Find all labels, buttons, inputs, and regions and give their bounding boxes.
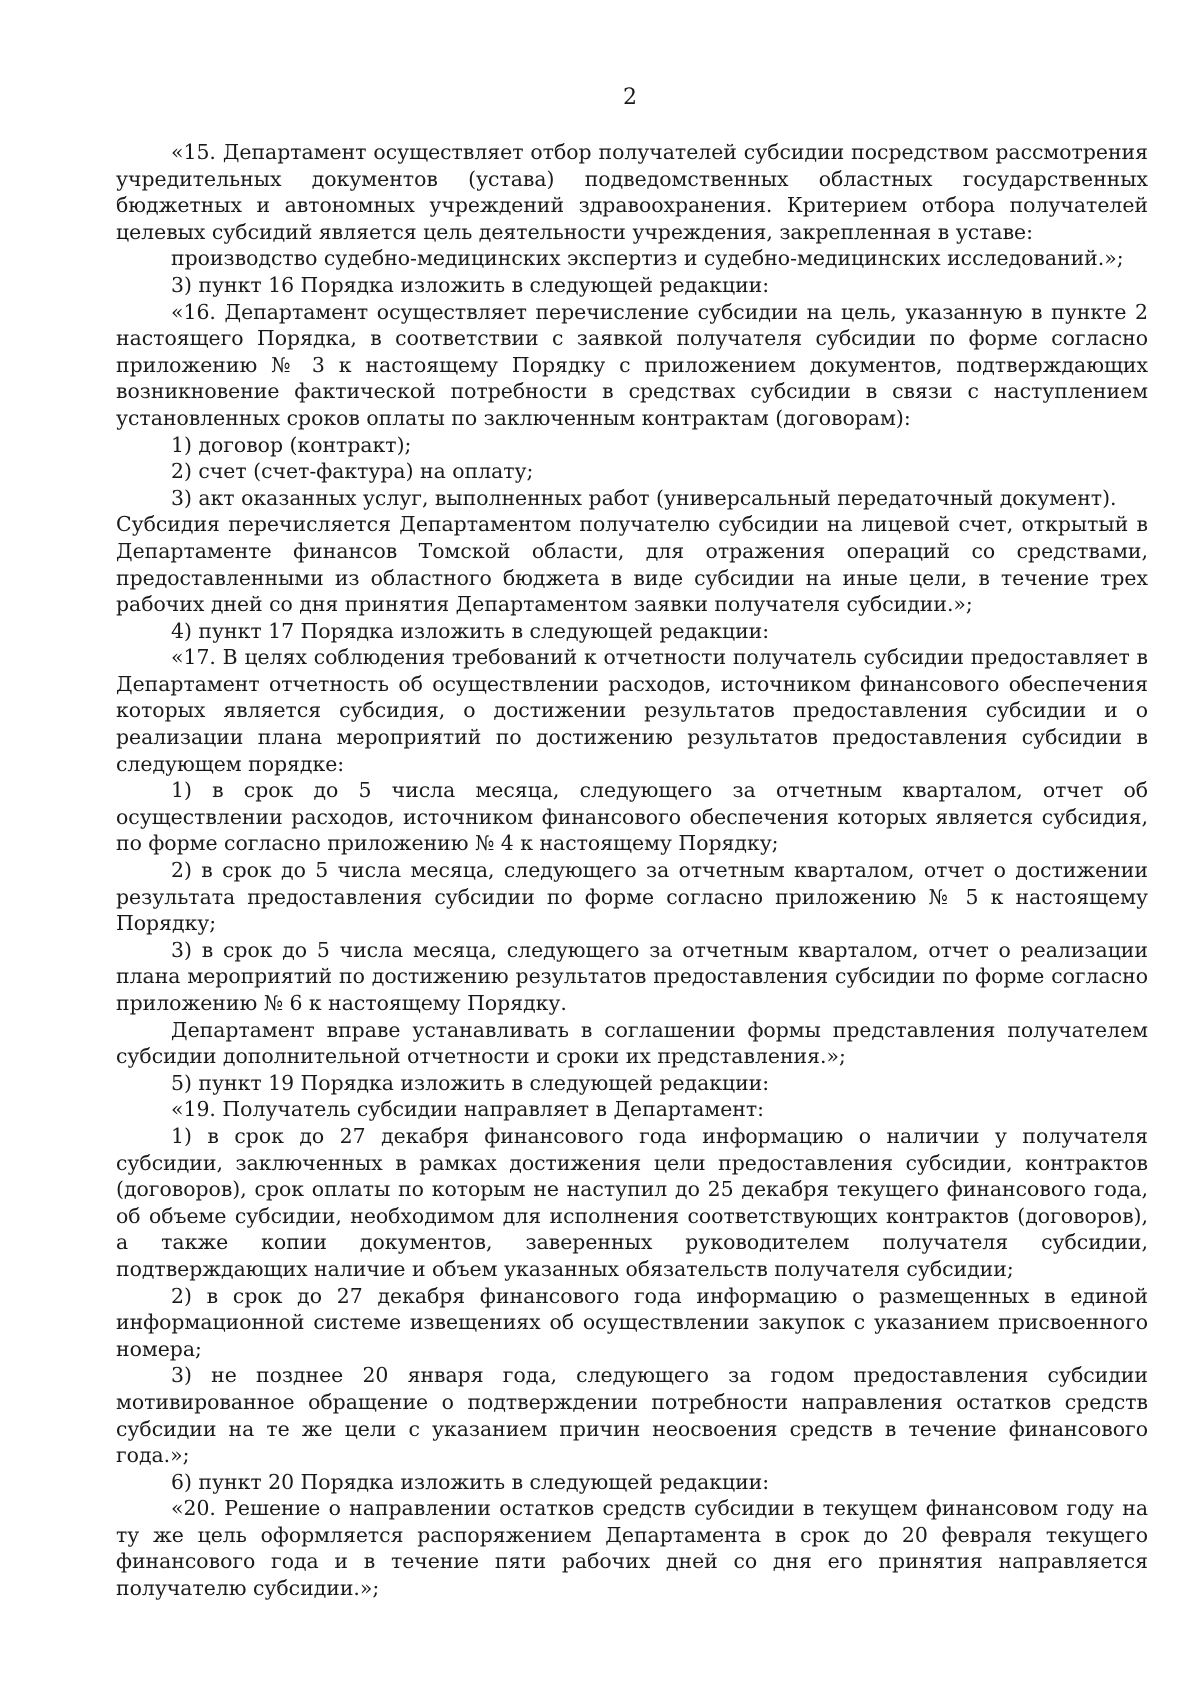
paragraph-15-criterion: производство судебно-медицинских экспертиз и судебно-медицинских исследований.»; (171, 246, 1124, 271)
paragraph-17: «17. В целях соблюдения требований к отчетности получатель субсидии предоставляет в Департамент отчетность об осуществлении расходов, источником финансового обеспечения которых является субсидия, о достижении результатов предоставления субсидии и о реализации плана мероприятий по достижению результатов предоставления субсидии в следующем порядке: (116, 645, 1148, 776)
list-item-contracts-info: 1) в срок до 27 декабря финансового года информацию о наличии у получателя субсидии, заключенных в рамках достижения цели предоставления субсидии, контрактов (договоров), срок оплаты по которым не наступил до 25 декабря текущего финансового года, об объеме субсидии, необходимом для исполнения соответствующих контрактов (договоров), а также копии документов, заверенных руководителем получателя субсидии, подтверждающих наличие и объем указанных обязательств получателя субсидии; (116, 1123, 1148, 1281)
list-item-act: 3) акт оказанных услуг, выполненных работ (универсальный передаточный документ). (171, 485, 1117, 510)
page-number: 2 (623, 85, 637, 110)
paragraph-20: «20. Решение о направлении остатков средств субсидии в текущем финансовом году на ту же цель оформляется распоряжением Департамента в срок до 20 февраля текущего финансового года и в течение пяти рабочих дней со дня его принятия направляется получателю субсидии.»; (116, 1496, 1148, 1601)
paragraph-17-additional: Департамент вправе устанавливать в соглашении формы представления получателем субсидии дополнительной отчетности и сроки их представления.»; (116, 1017, 1148, 1069)
paragraph-amend-17: 4) пункт 17 Порядка изложить в следующей редакции: (171, 618, 770, 643)
list-item-procurement-info: 2) в срок до 27 декабря финансового года информацию о размещенных в единой информационной системе извещениях об осуществлении закупок с указанием присвоенного номера; (116, 1283, 1148, 1361)
paragraph-19: «19. Получатель субсидии направляет в Департамент: (171, 1097, 765, 1122)
list-item-results-report: 2) в срок до 5 числа месяца, следующего за отчетным кварталом, отчет о достижении результата предоставления субсидии по форме согласно приложению № 5 к настоящему Порядку; (116, 858, 1148, 936)
paragraph-amend-16: 3) пункт 16 Порядка изложить в следующей редакции: (171, 272, 770, 297)
list-item-invoice: 2) счет (счет-фактура) на оплату; (171, 459, 534, 484)
paragraph-amend-19: 5) пункт 19 Порядка изложить в следующей редакции: (171, 1070, 770, 1095)
document-body (116, 139, 1148, 1602)
paragraph-16: «16. Департамент осуществляет перечисление субсидии на цель, указанную в пункте 2 настоящего Порядка, в соответствии с заявкой получателя субсидии по форме согласно приложению № 3 к настоящему Порядку с приложением документов, подтверждающих возникновение фактической потребности в средствах субсидии в связи с наступлением установленных сроков оплаты по заключенным контрактам (договорам): (116, 299, 1148, 430)
paragraph-16-transfer: Субсидия перечисляется Департаментом получателю субсидии на лицевой счет, открытый в Департаменте финансов Томской области, для отражения операций со средствами, предоставленными из областного бюджета в виде субсидии на иные цели, в течение трех рабочих дней со дня принятия Департаментом заявки получателя субсидии.»; (116, 512, 1148, 617)
list-item-motivated-request: 3) не позднее 20 января года, следующего за годом предоставления субсидии мотивированное обращение о подтверждении потребности направления остатков средств субсидии на те же цели с указанием причин неосвоения средств в течение финансового года.»; (116, 1363, 1148, 1468)
paragraph-15: «15. Департамент осуществляет отбор получателей субсидии посредством рассмотрения учредительных документов (устава) подведомственных областных государственных бюджетных и автономных учреждений здравоохранения. Критерием отбора получателей целевых субсидий является цель деятельности учреждения, закрепленная в уставе: (116, 140, 1148, 244)
list-item-contract: 1) договор (контракт); (171, 432, 412, 457)
paragraph-amend-20: 6) пункт 20 Порядка изложить в следующей редакции: (171, 1469, 770, 1494)
list-item-plan-report: 3) в срок до 5 числа месяца, следующего за отчетным кварталом, отчет о реализации плана мероприятий по достижению результатов предоставления субсидии по форме согласно приложению № 6 к настоящему Порядку. (116, 937, 1148, 1015)
list-item-expenses-report: 1) в срок до 5 числа месяца, следующего за отчетным кварталом, отчет об осуществлении расходов, источником финансового обеспечения которых является субсидия, по форме согласно приложению № 4 к настоящему Порядку; (116, 778, 1148, 856)
